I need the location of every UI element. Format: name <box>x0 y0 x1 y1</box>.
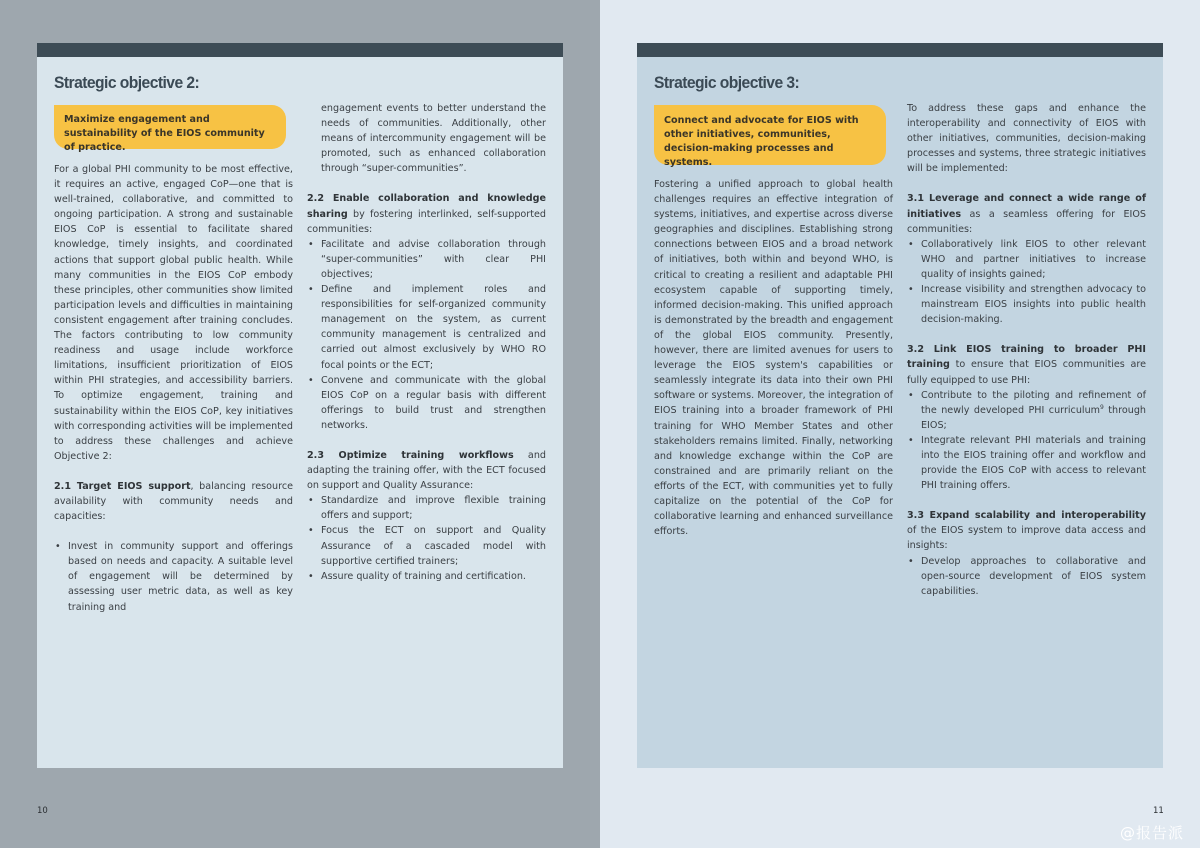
watermark: @报告派 <box>1120 824 1185 842</box>
list-item: • Define and implement roles and responsibilities for self-organized community management on the system, as current community management is centralized and carried out almost exclusively by WHO RO focal points or the ECT; <box>307 282 546 373</box>
section-2-1-lead: 2.1 Target EIOS support, balancing resource availability with community needs and capacities: <box>54 480 293 523</box>
list-item: • Invest in community support and offerings based on needs and capacity. A suitable level of engagement will be determined by assessing user metric data, as well as key training and <box>54 539 293 614</box>
objective-2-heading: Strategic objective 2: <box>54 73 200 92</box>
list-item: • Assure quality of training and certification. <box>307 569 546 584</box>
objective-3-card <box>637 43 1163 768</box>
section-2-1-title: 2.1 Target EIOS support <box>54 480 191 492</box>
section-3-3-lead: 3.3 Expand scalability and interoperability of the EIOS system to improve data access and insights: <box>907 510 1146 552</box>
section-3-2-lead: 3.2 Link EIOS training to broader PHI training to ensure that EIOS communities are fully equipped to use PHI: <box>907 344 1146 386</box>
right-column-2 <box>907 101 1146 614</box>
list-item: • Standardize and improve flexible training offers and support; <box>307 493 546 523</box>
section-2-2-list <box>307 237 546 433</box>
objective-2-callout: Maximize engagement and sustainability of the EIOS community of practice. <box>54 105 286 149</box>
section-3-2-list <box>907 388 1146 494</box>
list-item: • Focus the ECT on support and Quality Assurance of a cascaded model with supportive certified trainers; <box>307 523 546 568</box>
footnote-ref: 9 <box>1100 403 1104 411</box>
section-3-1-list <box>907 237 1146 328</box>
page-number: 11 <box>1153 806 1164 816</box>
objective-3-column-intro: To address these gaps and enhance the interoperability and connectivity of EIOS with other initiatives, communities, decision-making processes and systems, three strategic initiatives will be implemented: <box>907 103 1146 175</box>
list-item: • Integrate relevant PHI materials and training into the EIOS training offer and workflow and provide the EIOS CoP with access to relevant PHI training offers. <box>907 433 1146 493</box>
section-2-1-list <box>54 539 293 614</box>
list-item: • Contribute to the piloting and refinement of the newly developed PHI curriculum$^9$ through EIOS; <box>907 388 1146 433</box>
card-header-bar <box>637 43 1163 57</box>
section-3-1-lead: 3.1 Leverage and connect a wide range of initiatives as a seamless offering for EIOS communities: <box>907 193 1146 235</box>
list-item: • Facilitate and advise collaboration through “super-communities” with clear PHI objectives; <box>307 237 546 282</box>
section-3-2-title: 3.2 Link EIOS training to broader PHI training <box>907 344 1146 371</box>
section-3-1-title: 3.1 Leverage and connect a wide range of initiatives <box>907 193 1146 220</box>
section-2-2-title: 2.2 Enable collaboration and knowledge sharing <box>307 193 546 220</box>
list-item: engagement events to better understand the needs of communities. Additionally, other means of intercommunity engagement will be promoted, such as enhanced collaboration through “super-communities”. <box>321 103 546 175</box>
objective-2-card <box>37 43 563 768</box>
section-2-2-lead: 2.2 Enable collaboration and knowledge sharing by fostering interlinked, self-supported communities: <box>307 193 546 235</box>
list-item: • Develop approaches to collaborative and open-source development of EIOS system capabilities. <box>907 554 1146 599</box>
page-number: 10 <box>37 806 48 816</box>
list-item: • Increase visibility and strengthen advocacy to mainstream EIOS insights into public health decision-making. <box>907 282 1146 327</box>
section-2-3-lead: 2.3 Optimize training workflows and adapting the training offer, with the ECT focused on support and Quality Assurance: <box>307 449 546 492</box>
objective-2-intro: For a global PHI community to be most effective, it requires an active, engaged CoP—one that is well-trained, collaborative, and committed to ongoing participation. A strong and sustainable EIOS CoP is essential to facilitate shared knowledge, timely insights, and coordinated actions that support global public health. While many communities in the EIOS CoP embody these principles, other communities show limited participation levels and difficulties in maintaining consistent engagement after training concludes. The factors contributing to low community readiness and usage include workforce limitations, insufficient prioritization of EIOS within PHI strategies, and accessibility barriers. To optimize engagement, training and sustainability within the EIOS CoP, key initiatives with corresponding activities will be implemented to address these challenges and achieve Objective 2: <box>54 164 293 462</box>
objective-3-heading: Strategic objective 3: <box>654 73 800 92</box>
section-2-3-title: 2.3 Optimize training workflows <box>307 449 514 461</box>
card-header-bar <box>37 43 563 57</box>
right-column-1 <box>654 177 893 554</box>
objective-3-callout: Connect and advocate for EIOS with other initiatives, communities, decision-making processes and systems. <box>654 105 886 165</box>
section-3-3-title: 3.3 Expand scalability and interoperability <box>907 510 1146 522</box>
right-page <box>600 0 1200 848</box>
section-2-3-list <box>307 493 546 584</box>
objective-3-intro: Fostering a unified approach to global health challenges requires an effective integration of systems, initiatives, and expertise across diverse geographies and disciplines. Establishing strong connections between EIOS and a broad network of initiatives, both within and beyond WHO, is critical to creating a resilient and adaptable PHI ecosystem capable of supporting timely, informed decision-making. This unified approach is demonstrated by the breadth and engagement of the global EIOS community. Presently, however, there are limited avenues for users to leverage the EIOS system's capabilities or seamlessly integrate its data into their own PHI software or systems. Moreover, the integration of EIOS training into a broader framework of PHI training for WHO Member States and other stakeholders remains limited. Finally, networking and knowledge exchange within the CoP are constrained and are primarily reliant on the efforts of the ECT, with communities yet to fully capitalize on the potential of the CoP for collaborative learning and enhanced surveillance efforts. <box>654 179 893 538</box>
list-item: • Convene and communicate with the global EIOS CoP on a regular basis with different offerings to build trust and strengthen networks. <box>307 373 546 433</box>
section-3-3-list <box>907 554 1146 599</box>
left-column-1 <box>54 162 293 630</box>
list-item: • Collaboratively link EIOS to other relevant WHO and partner initiatives to increase quality of insights gained; <box>907 237 1146 282</box>
left-column-2 <box>307 101 546 599</box>
section-2-1-list-continued <box>307 101 546 176</box>
